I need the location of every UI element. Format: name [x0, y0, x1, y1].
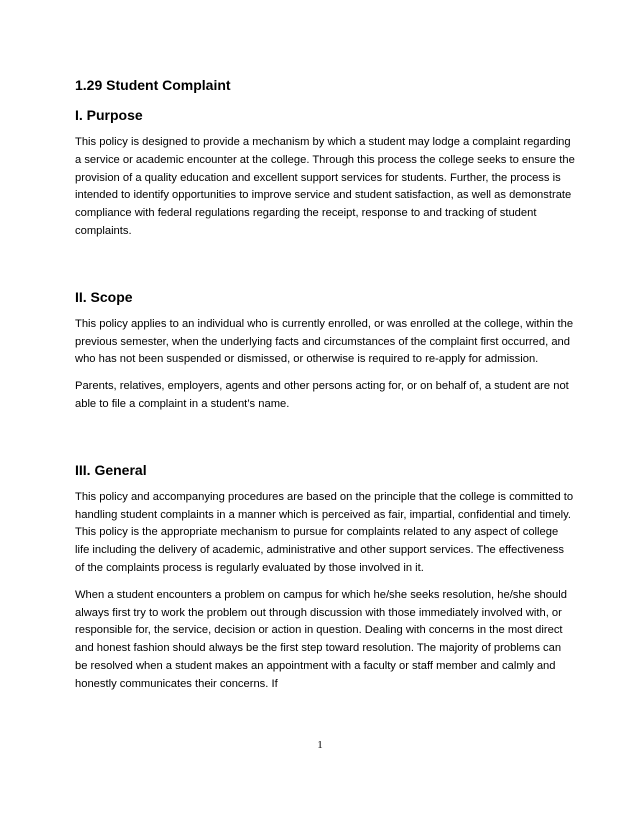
page-number: 1: [317, 739, 323, 751]
section-spacer: [75, 250, 575, 288]
paragraph: Parents, relatives, employers, agents and other persons acting for, or on behalf of, a student are not able to file a complaint in a student’s name.: [75, 380, 569, 410]
paragraph: When a student encounters a problem on campus for which he/she seeks resolution, he/she should always first try to work the problem out through discussion with those immediately involved with, or responsible for, the service, decision or action in question. Dealing with concerns in the most direct and honest fashion should always be the first step toward resolution. The majority of problems can be resolved when a student makes an appointment with a faculty or staff member and calmly and honestly communicates their concerns. If: [75, 588, 567, 690]
section-heading: I. Purpose: [75, 107, 143, 123]
document-body: [75, 76, 575, 703]
section-heading: III. General: [75, 461, 147, 478]
section-purpose: [75, 106, 575, 241]
section-scope: [75, 288, 575, 414]
section-heading: II. Scope: [75, 288, 133, 305]
paragraph: This policy applies to an individual who is currently enrolled, or was enrolled at the college, within the previous semester, when the underlying facts and circumstances of the complaint first occurred, and who has not been suspended or dismissed, or otherwise is required to re-apply for admission.: [75, 317, 574, 366]
paragraph: This policy is designed to provide a mechanism by which a student may lodge a complaint regarding a service or academic encounter at the college. Through this process the college seeks to ensure the provision of a quality education and excellent support services for students. Further, the process is intended to identify opportunities to improve service and student satisfaction, as well as demonstrate compliance with federal regulations regarding the receipt, response to and tracking of student complaints.: [75, 136, 575, 237]
paragraph: This policy and accompanying procedures are based on the principle that the college is committed to handling student complaints in a manner which is perceived as fair, impartial, confidential and timely. This policy is the appropriate mechanism to pursue for complaints related to any aspect of college life including the delivery of academic, administrative and other support services. The effectiveness of the complaints process is regularly evaluated by those involved in it.: [75, 490, 574, 574]
document-title: 1.29 Student Complaint: [75, 77, 231, 93]
section-spacer: [75, 423, 575, 461]
section-general: [75, 461, 575, 694]
